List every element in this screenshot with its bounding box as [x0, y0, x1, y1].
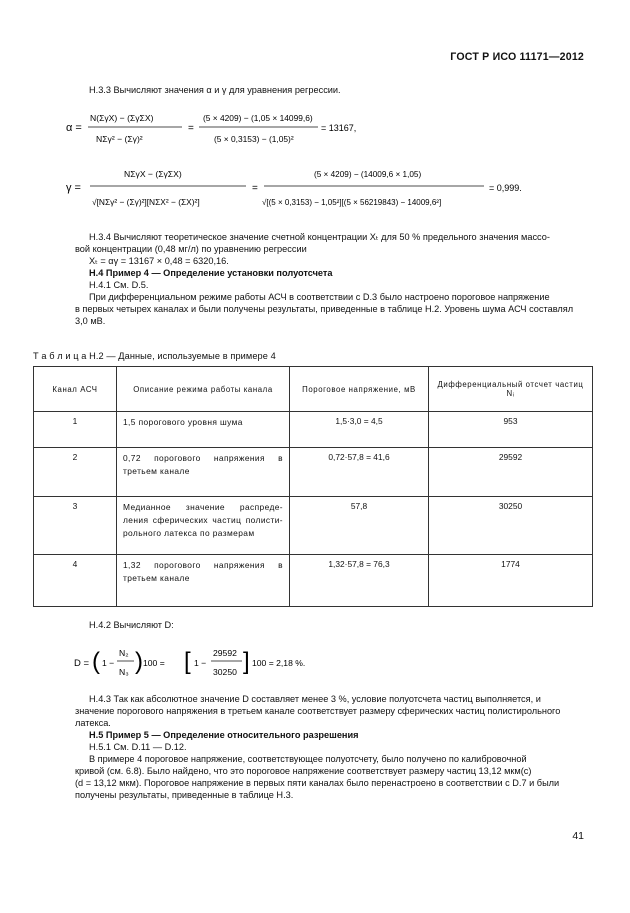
document-code: ГОСТ Р ИСО 11171—2012: [450, 51, 584, 63]
alpha-lhs: α =: [66, 122, 82, 134]
d-mult1: 100 =: [143, 658, 165, 668]
d-n2: N₂: [119, 648, 129, 658]
cell-count: 1774: [429, 555, 593, 607]
d-one-a: 1 −: [102, 658, 115, 668]
cell-description: 1,32 порогового напряжения в третьем канале: [117, 555, 290, 607]
header-channel: Канал АСЧ: [34, 367, 117, 412]
cell-voltage: 1,5·3,0 = 4,5: [290, 412, 429, 448]
table-row: [34, 448, 593, 497]
cell-voltage: 57,8: [290, 497, 429, 555]
h5-line2: кривой (см. 6.8). Было найдено, что это пороговое напряжение соответствует размеру частиц 13,12 мкм(с): [75, 766, 532, 776]
h34-line1: H.3.4 Вычисляют теоретическое значение счетной концентрации Xₜ для 50 % предельного значения массо-: [89, 232, 550, 242]
h34-line2: вой концентрации (0,48 мг/л) по уравнению регрессии: [75, 244, 307, 254]
table-row: [34, 412, 593, 448]
d-30250: 30250: [213, 667, 237, 677]
header-description: Описание режима работы канала: [117, 367, 290, 412]
gamma-denominator: √[NΣγ² − (Σγ)²][NΣX² − (ΣX)²]: [92, 197, 200, 207]
h43-line1: H.4.3 Так как абсолютное значение D составляет менее 3 %, условие полуотсчета частиц выполняется, и: [89, 694, 541, 704]
svg-text:=: =: [188, 123, 194, 134]
d-29592: 29592: [213, 648, 237, 658]
h43-line2: значение порогового напряжения в третьем канале соответствует размеру сферических частиц полистирольного: [75, 706, 561, 716]
section-h42: H.4.2 Вычисляют D:: [89, 620, 174, 630]
alpha-denominator: NΣγ² − (Σγ)²: [96, 134, 143, 144]
cell-voltage: 0,72·57,8 = 41,6: [290, 448, 429, 497]
gamma-denominator-values: √[(5 × 0,3153) − 1,05²][(5 × 56219843) − 14009,6²]: [262, 198, 442, 207]
cell-description: 1,5 порогового уровня шума: [117, 412, 290, 448]
h34-line3: Xₜ = αγ = 13167 × 0,48 = 6320,16.: [89, 256, 229, 266]
d-mult2: 100 = 2,18 %.: [252, 658, 306, 668]
alpha-numerator: N(ΣγX) − (ΣγΣX): [90, 113, 154, 123]
cell-count: 29592: [429, 448, 593, 497]
cell-description: Медианное значение распреде-ления сферических частиц полисти-рольного латекса по размерам: [117, 497, 290, 555]
cell-channel: 2: [34, 448, 117, 497]
cell-count: 953: [429, 412, 593, 448]
cell-voltage: 1,32·57,8 = 76,3: [290, 555, 429, 607]
h41-text: H.4.1 См. D.5.: [89, 280, 149, 290]
cell-channel: 4: [34, 555, 117, 607]
svg-text:): ): [135, 648, 143, 675]
svg-text:]: ]: [243, 648, 250, 675]
alpha-denominator-values: (5 × 0,3153) − (1,05)²: [214, 134, 294, 144]
gamma-result: = 0,999.: [489, 183, 522, 193]
h5-line4: получены результаты, приведенные в таблице H.3.: [75, 790, 294, 800]
h43-line3: латекса.: [75, 718, 111, 728]
alpha-result: = 13167,: [321, 123, 357, 133]
h4-para-line1: При дифференциальном режиме работы АСЧ в соответствии с D.3 было настроено пороговое напряжение: [89, 292, 550, 302]
gamma-lhs: γ =: [66, 182, 81, 194]
d-formula: [74, 640, 314, 684]
cell-description: 0,72 порогового напряжения в третьем канале: [117, 448, 290, 497]
page-number: 41: [572, 830, 584, 842]
h5-heading: H.5 Пример 5 — Определение относительного разрешения: [89, 730, 359, 740]
svg-text:[: [: [184, 648, 191, 675]
h4-heading: H.4 Пример 4 — Определение установки полуотсчета: [89, 268, 333, 278]
d-one-b: 1 −: [194, 658, 207, 668]
cell-channel: 1: [34, 412, 117, 448]
svg-text:=: =: [252, 183, 258, 194]
gamma-numerator-values: (5 × 4209) − (14009,6 × 1,05): [314, 170, 422, 179]
h5-line1: В примере 4 пороговое напряжение, соответствующее полуотсчету, было получено по калибровочной: [89, 754, 527, 764]
gamma-numerator: NΣγX − (ΣγΣX): [124, 169, 182, 179]
d-n3: N₃: [119, 667, 129, 677]
table-row: [34, 555, 593, 607]
data-table: [33, 366, 593, 607]
h5-line3: (d = 13,12 мкм). Пороговое напряжение в первых пяти каналах было перенастроено в соответствии с D.7 и были: [75, 778, 560, 788]
h4-para-line2: в первых четырех каналах и были получены результаты, приведенные в таблице H.2. Уровень шума АСЧ составлял: [75, 304, 574, 314]
header-count: Дифференциальный отсчет частиц Nᵢ: [429, 367, 593, 412]
d-lhs: D =: [74, 658, 90, 669]
table-caption: Т а б л и ц а H.2 — Данные, используемые в примере 4: [33, 351, 276, 361]
table-row: [34, 497, 593, 555]
alpha-formula: [66, 104, 426, 150]
section-h33: H.3.3 Вычисляют значения α и γ для уравнения регрессии.: [89, 85, 341, 95]
cell-count: 30250: [429, 497, 593, 555]
header-voltage: Пороговое напряжение, мВ: [290, 367, 429, 412]
h51-text: H.5.1 См. D.11 — D.12.: [89, 742, 187, 752]
table-header-row: [34, 367, 593, 412]
section-h43: [75, 693, 595, 801]
cell-channel: 3: [34, 497, 117, 555]
alpha-numerator-values: (5 × 4209) − (1,05 × 14099,6): [203, 113, 313, 123]
svg-text:(: (: [92, 648, 100, 675]
section-h34: [75, 231, 595, 327]
gamma-formula: [66, 160, 536, 216]
h4-para-line3: 3,0 мВ.: [75, 316, 106, 326]
